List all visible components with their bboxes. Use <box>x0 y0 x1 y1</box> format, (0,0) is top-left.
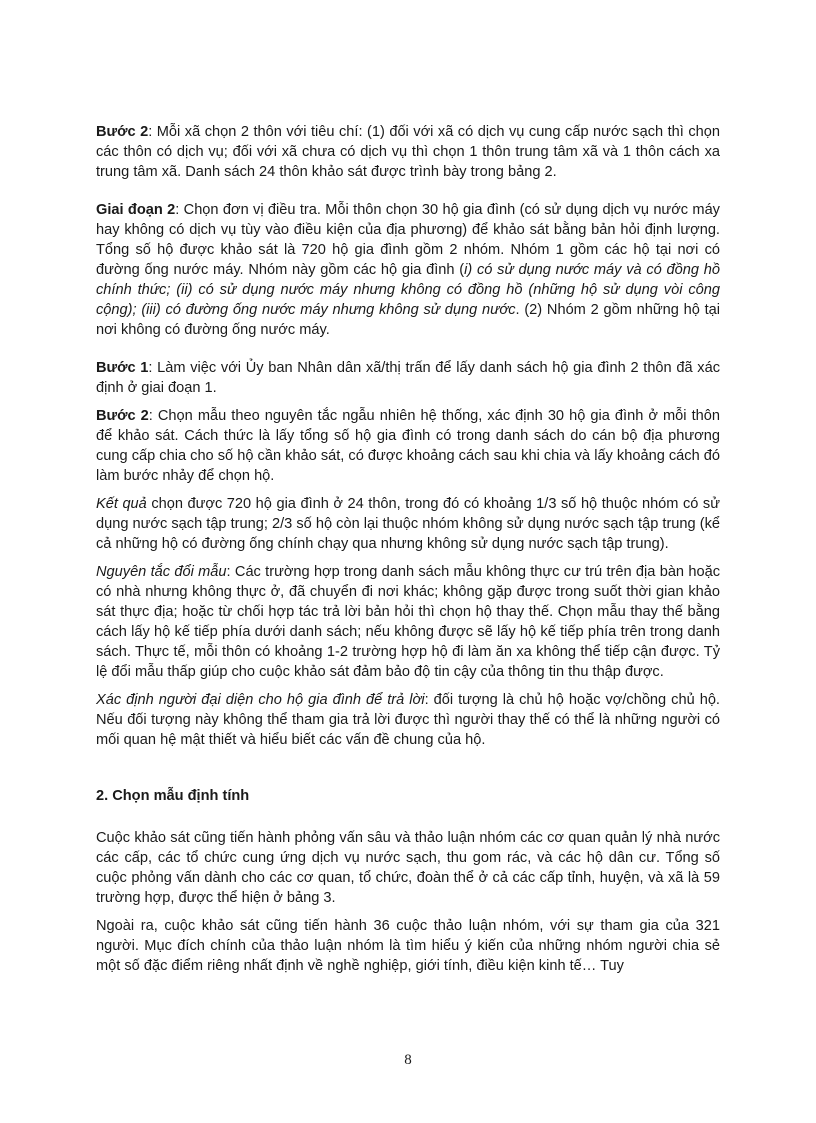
paragraph-focus-groups: Ngoài ra, cuộc khảo sát cũng tiến hành 36 cuộc thảo luận nhóm, với sự tham gia của 321 người. Mục đích chính của thảo luận nhóm là tìm hiểu ý kiến của những nhóm người chia sẻ một số đặc điểm riêng nhất định về nghề nghiệp, giới tính, điều kiện kinh tế… Tuy <box>96 918 720 974</box>
paragraph-text: : Chọn mẫu theo nguyên tắc ngẫu nhiên hệ thống, xác định 30 hộ gia đình ở mỗi thôn để khảo sát. Cách thức là lấy tổng số hộ gia đình có trong danh sách do cán bộ địa phương cung cấp chia cho số hộ cần khảo sát, có được khoảng cách sau khi chia và lấy khoảng cách đó làm bước nhảy để chọn hộ. <box>96 408 720 484</box>
section-heading: 2. Chọn mẫu định tính <box>96 788 250 804</box>
paragraph-text: : đối tượng là chủ hộ hoặc vợ/chồng chủ hộ. Nếu đối tượng này không thể tham gia trả lời được thì người thay thế có thể là những người có mối quan hệ mật thiết và hiểu biết các vấn đề chung của hộ. <box>96 692 720 748</box>
paragraph-text: : Mỗi xã chọn 2 thôn với tiêu chí: (1) đối với xã có dịch vụ cung cấp nước sạch thì chọn các thôn có dịch vụ; đối với xã chưa có dịch vụ thì chọn 1 thôn trung tâm xã và 1 thôn cách xa trung tâm xã. Danh sách 24 thôn khảo sát được trình bày trong bảng 2. <box>96 124 720 180</box>
italic-label: Nguyên tắc đổi mẫu <box>96 564 227 580</box>
paragraph-step-1 <box>96 358 720 398</box>
bold-label: Bước 2 <box>96 124 149 140</box>
paragraph-text: : Chọn đơn vị điều tra. Mỗi thôn chọn 30 hộ gia đình (có sử dụng dịch vụ nước máy hay không có dịch vụ tùy vào điều kiện của địa phương) để khảo sát bằng bản hỏi định lượng. Tổng số hộ được khảo sát là 720 hộ gia đình gồm 2 nhóm. Nhóm 1 gồm các hộ tại nơi có đường ống nước máy. Nhóm này gồm các hộ gia đình ( <box>96 202 720 278</box>
paragraph-interviews: Cuộc khảo sát cũng tiến hành phỏng vấn sâu và thảo luận nhóm các cơ quan quản lý nhà nước các cấp, các tổ chức cung ứng dịch vụ nước sạch, thu gom rác, và các hộ dân cư. Tổng số cuộc phỏng vấn dành cho các cơ quan, tổ chức, đoàn thể ở cả các cấp tỉnh, huyện, và xã là 59 trường hợp, được thể hiện ở bảng 3. <box>96 830 720 906</box>
bold-label: Bước 2 <box>96 408 149 424</box>
paragraph-respondent <box>96 690 720 750</box>
bold-label: Giai đoạn 2 <box>96 202 176 218</box>
paragraph-text: . (2) Nhóm 2 gồm những hộ tại nơi không có đường ống nước máy. <box>96 302 720 338</box>
italic-label: Xác định người đại diện cho hộ gia đình để trả lời <box>96 692 425 708</box>
paragraph-text: chọn được 720 hộ gia đình ở 24 thôn, trong đó có khoảng 1/3 số hộ thuộc nhóm có sử dụng nước sạch tập trung; 2/3 số hộ còn lại thuộc nhóm không sử dụng nước sạch tập trung (kể cả những hộ có đường ống chính chạy qua nhưng không sử dụng nước sạch tập trung). <box>96 496 720 552</box>
paragraph-text: : Làm việc với Ủy ban Nhân dân xã/thị trấn để lấy danh sách hộ gia đình 2 thôn đã xác định ở giai đoạn 1. <box>96 360 720 396</box>
paragraph-text: : Các trường hợp trong danh sách mẫu không thực cư trú trên địa bàn hoặc có nhà nhưng không thực ở, đã chuyển đi nơi khác; không gặp được trong suốt thời gian khảo sát thực địa; hoặc từ chối hợp tác trả lời bản hỏi thì chọn hộ thay thế. Chọn mẫu thay thế bằng cách lấy hộ kế tiếp phía dưới danh sách; nếu không được sẽ lấy hộ kế tiếp phía trên trong danh sách. Thực tế, mỗi thôn có khoảng 1-2 trường hợp hộ đi làm ăn xa không thể tiếp cận được. Tỷ lệ đổi mẫu thấp giúp cho cuộc khảo sát đảm bảo độ tin cậy của thông tin thu thập được. <box>96 564 720 680</box>
page-number: 8 <box>404 1052 412 1068</box>
bold-label: Bước 1 <box>96 360 149 376</box>
page-body <box>96 122 720 984</box>
italic-label: Kết quả <box>96 496 147 512</box>
italic-text: i) có sử dụng nước máy và có đồng hồ chính thức; (ii) có sử dụng nước máy nhưng không có đồng hồ (những hộ sử dụng vòi công cộng); (iii) có đường ống nước máy nhưng không sử dụng nước <box>96 262 720 318</box>
paragraph-result <box>96 494 720 554</box>
paragraph-step-2-villages <box>96 122 720 182</box>
paragraph-replacement-rule <box>96 562 720 682</box>
paragraph-step-2-sampling <box>96 406 720 486</box>
paragraph-phase-2 <box>96 200 720 340</box>
